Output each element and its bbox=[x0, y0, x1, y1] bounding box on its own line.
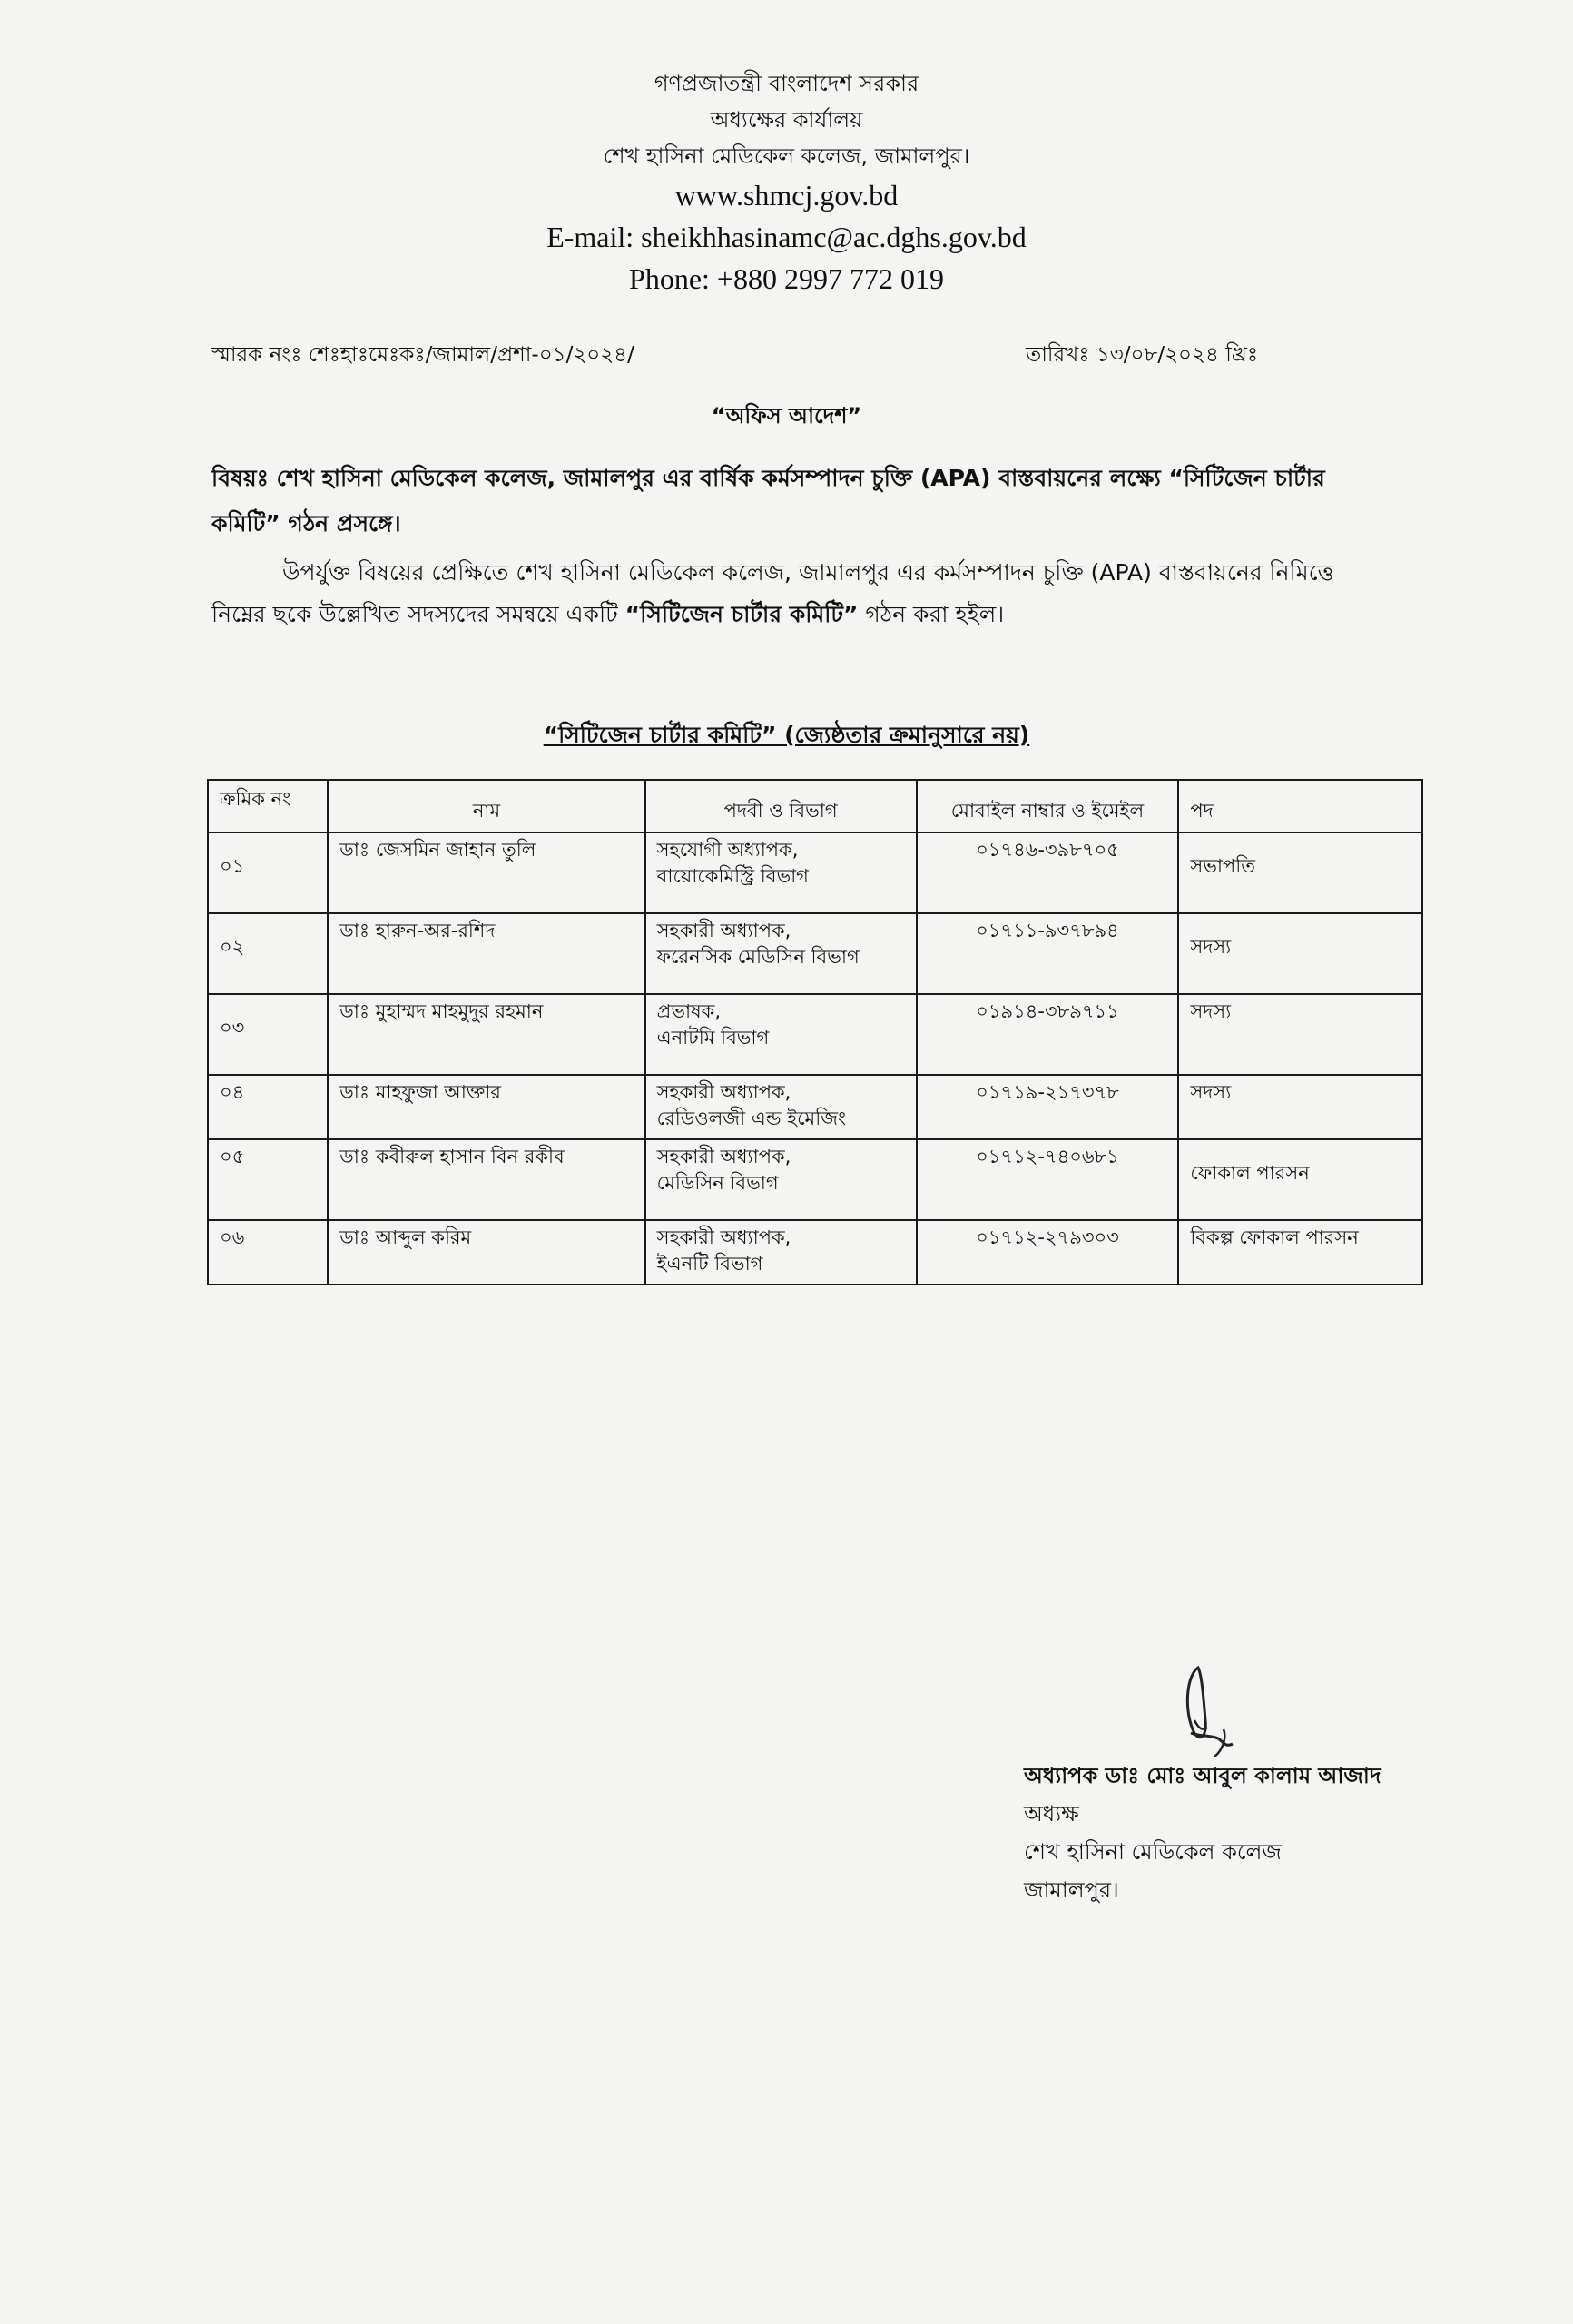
designation-department: রেডিওলজী এন্ড ইমেজিং bbox=[656, 1108, 847, 1129]
designation-department: ফরেনসিক মেডিসিন বিভাগ bbox=[656, 946, 860, 968]
committee-table bbox=[207, 779, 1423, 1285]
memo-date: তারিখঃ ১৩/০৮/২০২৪ খ্রিঃ bbox=[1026, 343, 1259, 367]
subject-line: বিষয়ঃ শেখ হাসিনা মেডিকেল কলেজ, জামালপুর এর বার্ষিক কর্মসম্পাদন চুক্তি (APA) বাস্তবায়নের লক্ষ্যে “সিটিজেন চার্টার কমিটি” গঠন প্রসঙ্গে। bbox=[211, 465, 1325, 537]
phone-number: Phone: +880 2997 772 019 bbox=[629, 262, 944, 295]
table-row bbox=[208, 1220, 1422, 1285]
header-designation: পদবী ও বিভাগ bbox=[645, 780, 917, 832]
body-text-part1: উপর্যুক্ত বিষয়ের প্রেক্ষিতে শেখ হাসিনা মেডিকেল কলেজ, জামালপুর এর কর্মসম্পাদন চুক্তি (APA) বাস্তবায়নের নিমিত্তে নিম্নের ছকে উল্লেখিত সদস্যদের সমন্বয়ে একটি bbox=[211, 559, 1334, 627]
signatory-block bbox=[1024, 1757, 1381, 1909]
handwritten-signature bbox=[1171, 1657, 1253, 1757]
office-name: অধ্যক্ষের কার্যালয় bbox=[710, 107, 863, 133]
row-designation bbox=[645, 1075, 917, 1139]
designation-department: ইএনটি বিভাগ bbox=[656, 1253, 763, 1275]
row-designation bbox=[645, 1220, 917, 1285]
row-mobile: ০১৭১৯-২১৭৩৭৮ bbox=[917, 1075, 1179, 1139]
row-serial: ০৬ bbox=[208, 1220, 328, 1285]
header-name: নাম bbox=[328, 780, 644, 832]
table-row bbox=[208, 913, 1422, 994]
row-serial: ০৫ bbox=[208, 1139, 328, 1220]
table-row bbox=[208, 1139, 1422, 1220]
table-row bbox=[208, 994, 1422, 1075]
designation-title: প্রভাষক, bbox=[656, 1000, 722, 1022]
row-position: সদস্য bbox=[1178, 1075, 1422, 1139]
table-title-text: “সিটিজেন চার্টার কমিটি” (জ্যেষ্ঠতার ক্রমানুসারে নয়) bbox=[543, 722, 1030, 748]
header-mobile: মোবাইল নাম্বার ও ইমেইল bbox=[917, 780, 1179, 832]
designation-department: মেডিসিন বিভাগ bbox=[656, 1172, 779, 1194]
row-mobile: ০১৭১২-২৭৯৩০৩ bbox=[917, 1220, 1179, 1285]
row-position: সদস্য bbox=[1178, 913, 1422, 994]
row-position: সদস্য bbox=[1178, 994, 1422, 1075]
row-designation bbox=[645, 994, 917, 1075]
designation-title: সহযোগী অধ্যাপক, bbox=[656, 839, 799, 861]
table-row bbox=[208, 1075, 1422, 1139]
row-name: ডাঃ জেসমিন জাহান তুলি bbox=[328, 832, 644, 913]
designation-department: বায়োকেমিস্ট্রি বিভাগ bbox=[656, 865, 809, 887]
signatory-organization: শেখ হাসিনা মেডিকেল কলেজ bbox=[1024, 1839, 1282, 1865]
row-mobile: ০১৭৪৬-৩৯৮৭০৫ bbox=[917, 832, 1179, 913]
govt-name: গণপ্রজাতন্ত্রী বাংলাদেশ সরকার bbox=[654, 71, 919, 96]
row-serial: ০২ bbox=[208, 913, 328, 994]
body-paragraph bbox=[211, 552, 1357, 635]
memo-reference: স্মারক নংঃ শেঃহাঃমেঃকঃ/জামাল/প্রশা-০১/২০২৪/ bbox=[211, 343, 634, 367]
designation-title: সহকারী অধ্যাপক, bbox=[656, 1146, 791, 1167]
signatory-place: জামালপুর। bbox=[1024, 1877, 1119, 1903]
header-serial: ক্রমিক নং bbox=[208, 780, 328, 832]
website-link[interactable]: www.shmcj.gov.bd bbox=[674, 179, 899, 212]
row-name: ডাঃ হারুন-অর-রশিদ bbox=[328, 913, 644, 994]
table-row bbox=[208, 832, 1422, 913]
order-title: “অফিস আদেশ” bbox=[711, 403, 862, 428]
body-text-bold: “সিটিজেন চার্টার কমিটি” bbox=[624, 601, 859, 627]
table-header-row bbox=[208, 780, 1422, 832]
row-designation bbox=[645, 832, 917, 913]
row-mobile: ০১৭১১-৯৩৭৮৯৪ bbox=[917, 913, 1179, 994]
row-position: সভাপতি bbox=[1178, 832, 1422, 913]
designation-title: সহকারী অধ্যাপক, bbox=[656, 1081, 791, 1103]
signatory-title: অধ্যক্ষ bbox=[1024, 1801, 1079, 1827]
row-name: ডাঃ আব্দুল করিম bbox=[328, 1220, 644, 1285]
row-serial: ০৪ bbox=[208, 1075, 328, 1139]
row-position: ফোকাল পারসন bbox=[1178, 1139, 1422, 1220]
email-address[interactable]: E-mail: sheikhhasinamc@ac.dghs.gov.bd bbox=[546, 221, 1027, 253]
row-mobile: ০১৭১২-৭৪০৬৮১ bbox=[917, 1139, 1179, 1220]
header-position: পদ bbox=[1178, 780, 1422, 832]
row-designation bbox=[645, 913, 917, 994]
row-name: ডাঃ মাহফুজা আক্তার bbox=[328, 1075, 644, 1139]
signatory-name: অধ্যাপক ডাঃ মোঃ আবুল কালাম আজাদ bbox=[1024, 1763, 1381, 1788]
letterhead bbox=[0, 65, 1573, 300]
designation-title: সহকারী অধ্যাপক, bbox=[656, 920, 791, 941]
row-name: ডাঃ মুহাম্মদ মাহমুদুর রহমান bbox=[328, 994, 644, 1075]
row-mobile: ০১৯১৪-৩৮৯৭১১ bbox=[917, 994, 1179, 1075]
row-name: ডাঃ কবীরুল হাসান বিন রকীব bbox=[328, 1139, 644, 1220]
row-serial: ০৩ bbox=[208, 994, 328, 1075]
designation-title: সহকারী অধ্যাপক, bbox=[656, 1226, 791, 1248]
table-title bbox=[0, 717, 1573, 756]
institution-name: শেখ হাসিনা মেডিকেল কলেজ, জামালপুর। bbox=[603, 143, 970, 169]
body-text-part2: গঠন করা হইল। bbox=[858, 601, 1005, 627]
row-position: বিকল্প ফোকাল পারসন bbox=[1178, 1220, 1422, 1285]
designation-department: এনাটমি বিভাগ bbox=[656, 1027, 770, 1049]
row-designation bbox=[645, 1139, 917, 1220]
row-serial: ০১ bbox=[208, 832, 328, 913]
